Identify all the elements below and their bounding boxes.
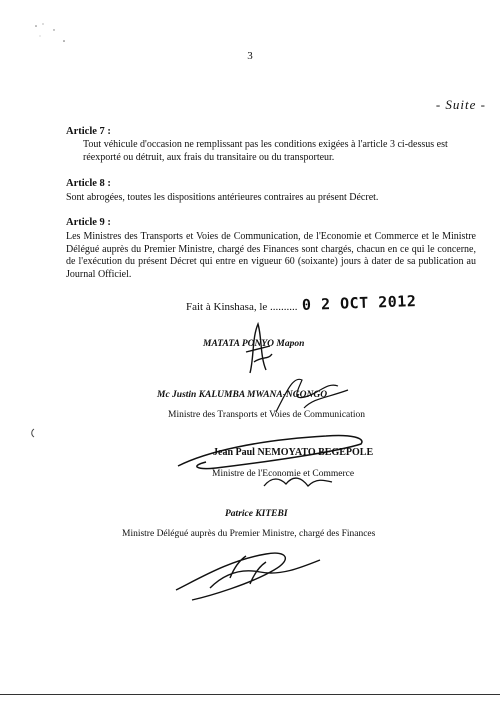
economy-minister-title: Ministre de l'Economie et Commerce [212,469,355,479]
transport-minister-name: Mc Justin KALUMBA MWANA-NGONGO [157,390,328,400]
page-number: 3 [247,50,253,62]
scan-speckles-graphic [34,22,74,52]
place-and-date [186,292,417,314]
transport-minister-title: Ministre des Transports et Voies de Communication [168,410,366,420]
economy-minister-signature [176,422,376,502]
article-7-body: Tout véhicule d'occasion ne remplissant pas les conditions exigées à l'article 3 ci-dessus est réexporté ou détruit, aux frais du transitaire ou du transporteur. [83,139,448,163]
margin-mark-graphic [30,428,36,438]
prime-minister-name: MATATA PONYO Mapon [203,339,305,349]
article-9-body: Les Ministres des Transports et Voies de Communication, de l'Economie et Commerce et le Ministre Délégué auprès du Premier Ministre, chargé des Finances sont chargés, chacun en ce qui le concerne, de l'exécution du présent Décret qui entre en vigueur 60 (soixante) jours à dater de sa publication au Journal Officiel. [66,231,476,280]
footer-rule [0,694,500,695]
place-label: Fait à Kinshasa, le [186,301,268,313]
article-9-heading: Article 9 : [66,217,111,228]
finance-minister-signature [170,538,350,608]
economy-minister-name: Jean Paul NEMOYATO BEGEPOLE [213,447,374,458]
article-8-body: Sont abrogées, toutes les dispositions antérieures contraires au présent Décret. [66,192,379,203]
continuation-mark: - Suite - [435,97,486,112]
stamped-date: 0 2 OCT 2012 [301,292,417,314]
article-7-heading: Article 7 : [66,126,111,137]
date-dots: .......... [270,301,298,313]
finance-minister-title: Ministre Délégué auprès du Premier Ministre, chargé des Finances [122,529,376,539]
finance-minister-name: Patrice KITEBI [225,509,288,519]
article-8-heading: Article 8 : [66,178,111,189]
